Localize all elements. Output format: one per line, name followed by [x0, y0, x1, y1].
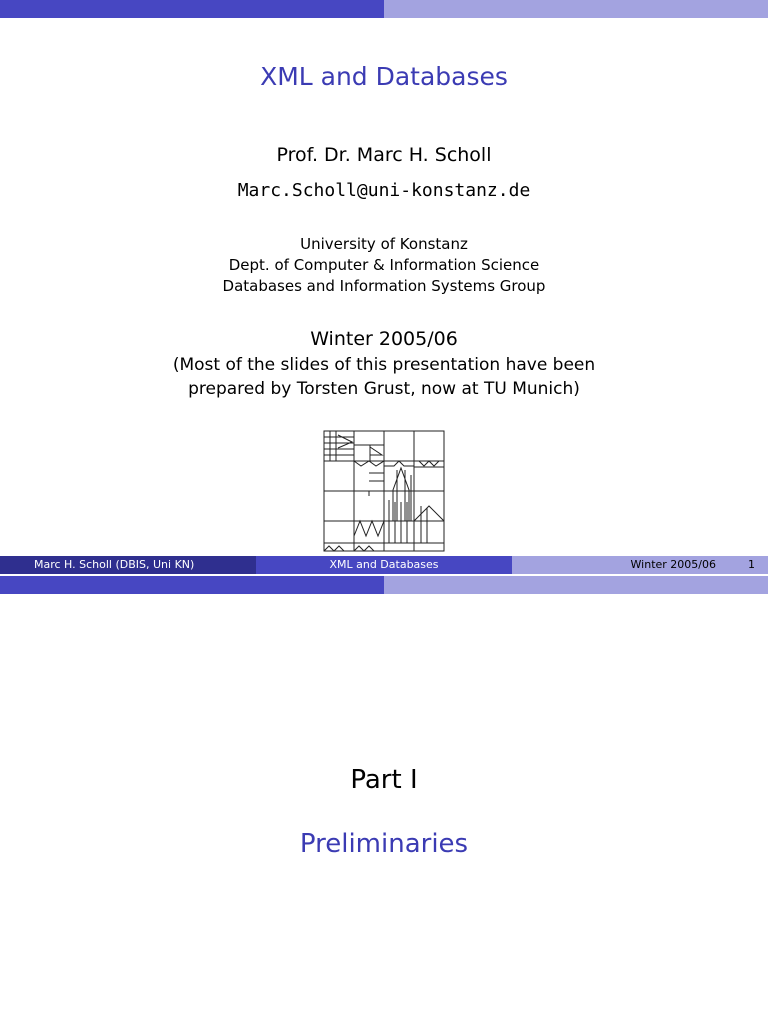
- top-bar-right: [384, 0, 768, 18]
- top-bar-right: [384, 576, 768, 594]
- university-logo-icon: [323, 430, 445, 553]
- top-bar-left: [0, 576, 384, 594]
- footer-author: Marc H. Scholl (DBIS, Uni KN): [34, 558, 195, 571]
- slide-footer-bar: [0, 556, 768, 574]
- footer-page-number: 1: [748, 558, 755, 571]
- institution-line: University of Konstanz: [300, 235, 468, 253]
- top-header-bar: [0, 0, 768, 18]
- part-number: Part I: [350, 765, 418, 795]
- footer-date: Winter 2005/06: [630, 558, 716, 571]
- credit-note-line-2: prepared by Torsten Grust, now at TU Munich): [188, 379, 580, 399]
- footer-author-section: [0, 556, 256, 574]
- top-header-bar: [0, 576, 768, 594]
- part-title: Preliminaries: [299, 829, 469, 859]
- department-line: Dept. of Computer & Information Science: [228, 256, 540, 274]
- presentation-date: Winter 2005/06: [310, 328, 458, 350]
- author-email[interactable]: Marc.Scholl@uni-konstanz.de: [237, 180, 531, 201]
- part-slide: [0, 576, 768, 1024]
- presentation-title: XML and Databases: [260, 62, 508, 91]
- top-bar-left: [0, 0, 384, 18]
- footer-title: XML and Databases: [256, 556, 512, 574]
- credit-note-line-1: (Most of the slides of this presentation have been: [172, 355, 596, 375]
- footer-date-section: [512, 556, 768, 574]
- author-name: Prof. Dr. Marc H. Scholl: [276, 144, 492, 166]
- group-line: Databases and Information Systems Group: [222, 277, 546, 295]
